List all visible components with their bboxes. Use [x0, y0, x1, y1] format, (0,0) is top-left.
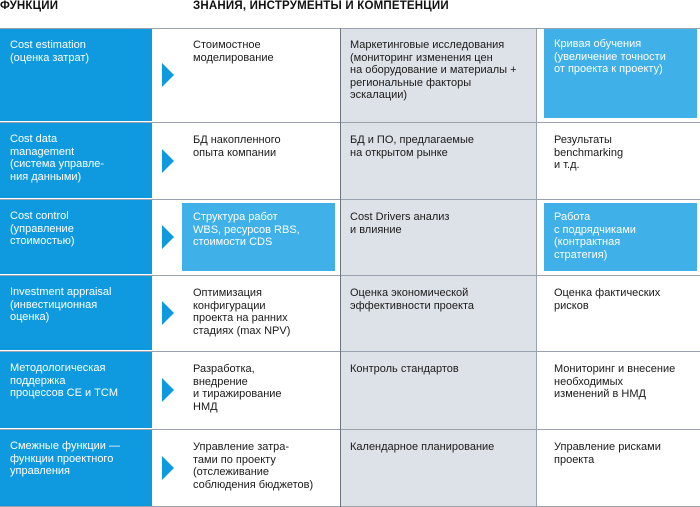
cell-row1-col2: Маркетинговые исследования (мониторинг изменения цен на оборудование и материалы + региональные факторы эскалации): [350, 39, 517, 101]
cell-row3-col3: Работа с подрядчиками (контрактная стратегия): [544, 203, 697, 271]
column-divider: [536, 28, 537, 507]
cell-row6-col2: Календарное планирование: [350, 441, 495, 453]
cell-row2-col2: БД и ПО, предлагаемые на открытом рынке: [350, 134, 474, 159]
header-functions: ФУНКЦИИ: [0, 0, 59, 12]
function-cost-data-management: Cost data management (система управле- ния данными): [0, 123, 152, 198]
cell-row1-col1: Стоимостное моделирование: [193, 39, 274, 64]
header-knowledge: ЗНАНИЯ, ИНСТРУМЕНТЫ И КОМПЕТЕНЦИИ: [193, 0, 449, 12]
function-cost-control: Cost control (управление стоимостью): [0, 200, 152, 274]
arrow-right-icon: [162, 378, 174, 402]
cell-row1-col3: Кривая обучения (увеличение точности от проекта к проекту): [544, 29, 697, 118]
cell-row5-col1: Разработка, внедрение и тиражирование НМД: [193, 363, 282, 413]
function-methodological-support: Методологическая поддержка процессов CE и TCM: [0, 352, 152, 428]
cell-row3-col2: Cost Drivers анализ и влияние: [350, 211, 450, 236]
cell-row4-col2: Оценка экономической эффективности проекта: [350, 287, 475, 312]
cell-row4-col3: Оценка фактических рисков: [554, 287, 661, 312]
function-cost-estimation: Cost estimation (оценка затрат): [0, 29, 152, 121]
cell-row2-col3: Результаты benchmarking и т.д.: [554, 134, 624, 171]
column-divider: [340, 28, 341, 507]
cell-row5-col3: Мониторинг и внесение необходимых изменений в НМД: [554, 363, 676, 400]
cell-row6-col1: Управление затра- тами по проекту (отслеживание соблюдения бюджетов): [193, 441, 314, 491]
arrow-right-icon: [162, 456, 174, 480]
cell-row4-col1: Оптимизация конфигурации проекта на ранних стадиях (max NPV): [193, 287, 291, 337]
function-investment-appraisal: Investment appraisal (инвестиционная оценка): [0, 276, 152, 350]
function-related-functions: Смежные функции — функции проектного управления: [0, 430, 152, 506]
cell-row5-col2: Контроль стандартов: [350, 363, 459, 375]
arrow-right-icon: [162, 149, 174, 173]
arrow-right-icon: [162, 63, 174, 87]
cell-row6-col3: Управление рисками проекта: [554, 441, 661, 466]
arrow-right-icon: [162, 301, 174, 325]
arrow-right-icon: [162, 225, 174, 249]
cell-row2-col1: БД накопленного опыта компании: [193, 134, 281, 159]
cell-row3-col1: Структура работ WBS, ресурсов RBS, стоимости CDS: [182, 203, 335, 271]
